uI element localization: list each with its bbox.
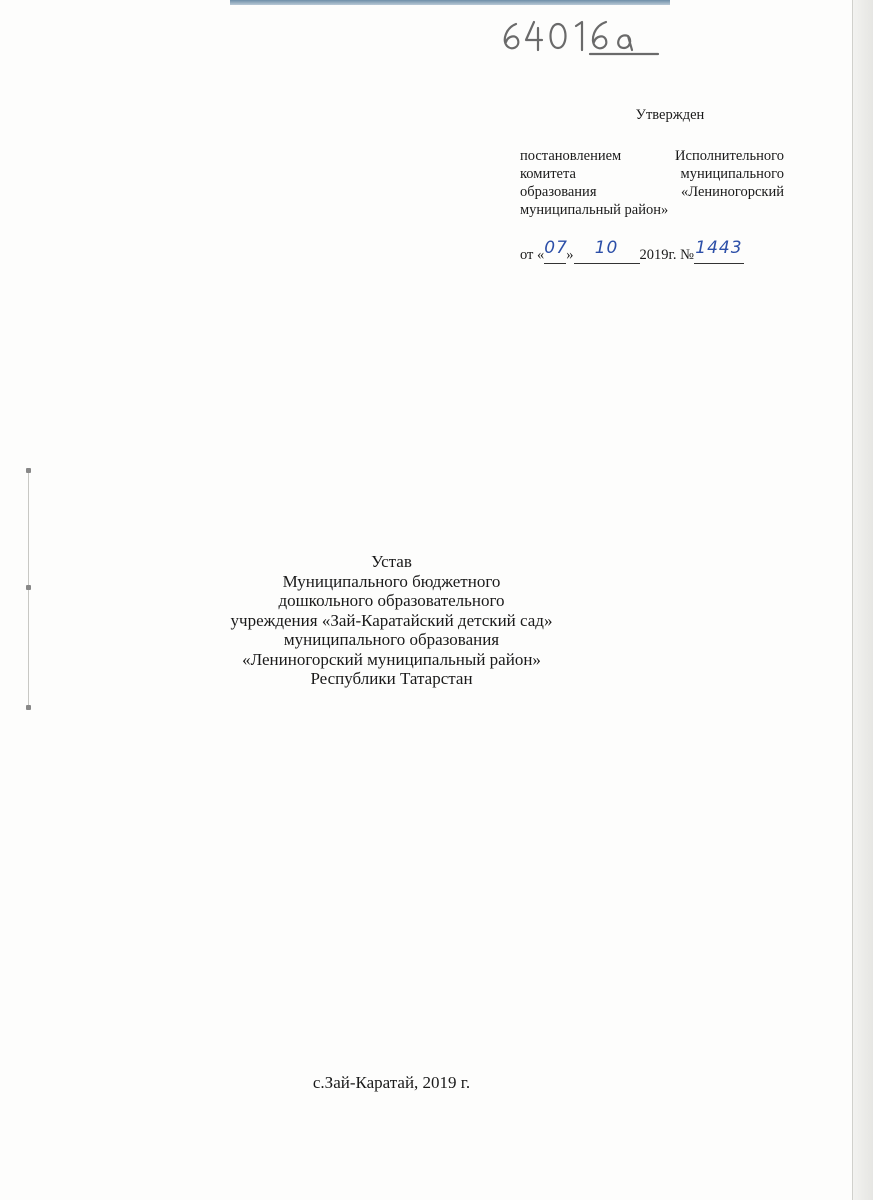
approval-word: муниципальный район» [520,202,669,218]
date-quote: » [566,247,574,263]
handwritten-registration-number [498,14,663,58]
date-day-field [544,238,568,264]
title-line: «Лениногорский муниципальный район» [242,649,541,669]
approval-date-line [520,238,784,264]
approval-title: Утвержден [635,107,705,123]
title-line: учреждения «Зай-Каратайский детский сад» [230,610,553,630]
approval-word: комитета [520,166,576,182]
date-prefix: от « [520,247,545,263]
handwritten-month: 10 [594,238,619,258]
date-number-field [694,238,744,264]
title-line: Муниципального бюджетного [282,571,501,591]
approval-line [520,183,784,201]
approval-line [520,201,784,219]
approval-word: Исполнительного [675,148,784,164]
approval-word: «Лениногорский [680,184,784,200]
binding-hole-mark [26,468,31,473]
title-line: муниципального образования [283,630,500,649]
title-line: Республики Татарстан [310,669,473,688]
binding-hole-mark [26,705,31,710]
approval-word: образования [520,184,597,200]
date-year-label: 2019г. № [639,247,694,263]
document-title [0,552,873,689]
approval-word: постановлением [520,148,622,164]
handwritten-day: 07 [544,238,568,258]
place-and-year: с.Зай-Каратай, 2019 г. [312,1073,471,1092]
approval-line [520,165,784,183]
approval-word: муниципального [680,166,784,182]
date-month-field [574,238,640,264]
title-line: дошкольного образовательного [278,591,505,610]
handwritten-number: 1443 [695,238,743,258]
approval-line [520,147,784,165]
approval-body [520,147,784,219]
title-line: Устав [371,552,412,571]
scan-top-edge [230,0,670,5]
